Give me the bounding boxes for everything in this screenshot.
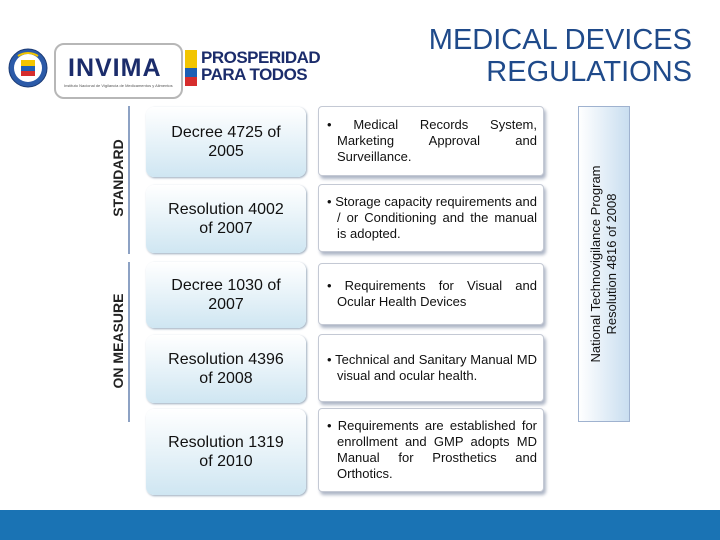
prosperidad-logo [201, 49, 320, 83]
regulation-name-box: Decree 4725 of 2005 [146, 107, 306, 177]
standard-divider [128, 106, 130, 254]
regulation-description-box [318, 408, 544, 492]
regulation-description: • Requirements for Visual and Ocular Health Devices [327, 278, 537, 309]
regulation-description: • Medical Records System, Marketing Approval and Surveillance. [327, 117, 537, 164]
header-logos [4, 40, 321, 100]
technovigilance-panel-text [588, 165, 620, 362]
on-measure-divider [128, 262, 130, 422]
technovigilance-resolution-label: Resolution 4816 of 2008 [604, 193, 619, 335]
regulation-description: • Requirements are established for enrollment and GMP adopts MD Manual for Prosthetics and Orthotics. [327, 418, 537, 481]
regulation-name-box: Resolution 4396 of 2008 [146, 335, 306, 403]
invima-logo-subtitle: Instituto Nacional de Vigilancia de Medicamentos y Alimentos [64, 83, 173, 88]
regulation-description: • Technical and Sanitary Manual MD visual and ocular health. [327, 352, 537, 383]
page-title-line2: REGULATIONS [486, 56, 692, 88]
footer-bar [0, 510, 720, 540]
invima-logo [54, 43, 183, 99]
page-title [429, 24, 692, 88]
prosperidad-flag-icon [185, 50, 197, 86]
technovigilance-panel [578, 106, 630, 422]
standard-label: STANDARD [110, 139, 126, 217]
invima-logo-text: INVIMA [68, 54, 162, 82]
regulation-description: • Storage capacity requirements and / or Conditioning and the manual is adopted. [327, 194, 537, 241]
prosperidad-line1: PROSPERIDAD [201, 48, 321, 67]
regulation-name-box: Decree 1030 of 2007 [146, 262, 306, 328]
technovigilance-program-label: National Technovigilance Program [588, 165, 603, 363]
page-title-line1: MEDICAL DEVICES [428, 24, 692, 56]
colombia-seal-icon [8, 46, 48, 90]
prosperidad-line2: PARA TODOS [201, 65, 308, 84]
on-measure-label: ON MEASURE [110, 293, 126, 389]
regulation-name-box: Resolution 1319 of 2010 [146, 409, 306, 495]
regulation-name-box: Resolution 4002 of 2007 [146, 185, 306, 253]
regulation-description-box [318, 263, 544, 325]
regulation-description-box [318, 184, 544, 252]
regulation-description-box [318, 334, 544, 402]
regulation-description-box [318, 106, 544, 176]
